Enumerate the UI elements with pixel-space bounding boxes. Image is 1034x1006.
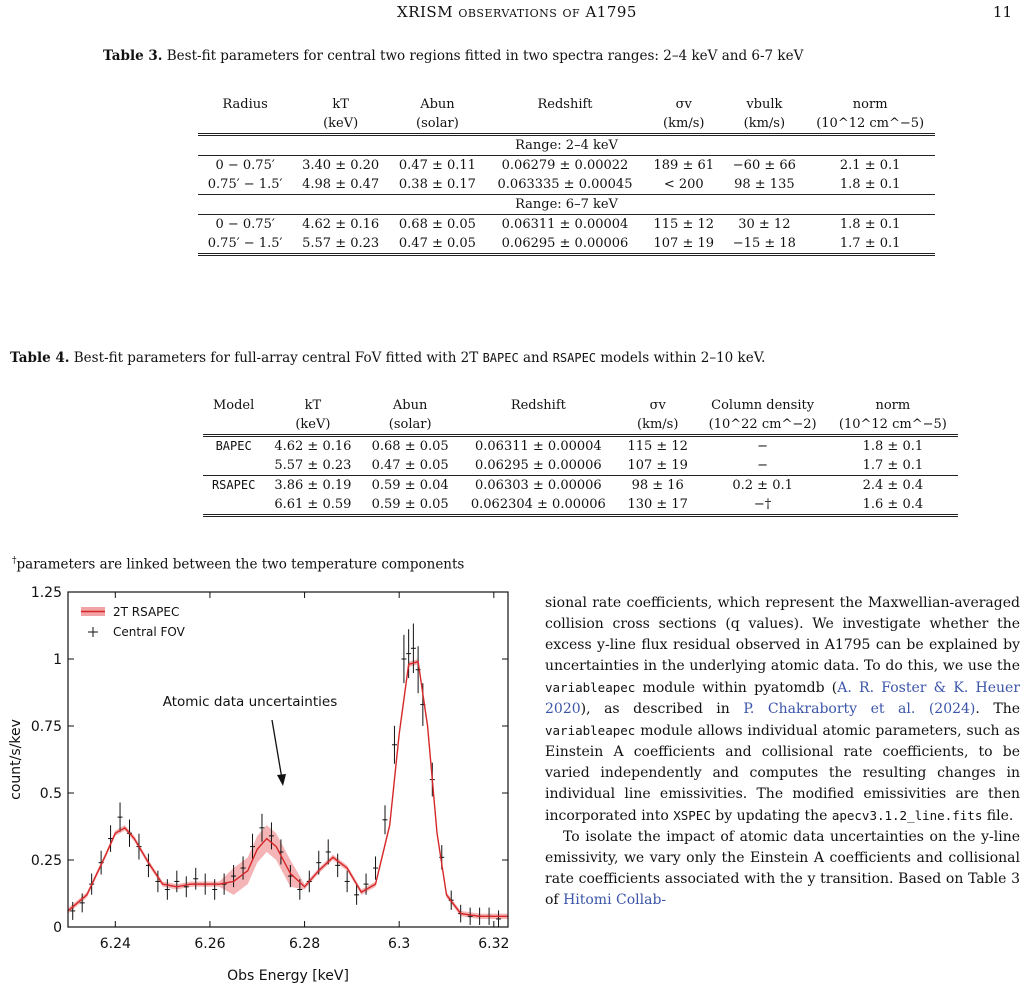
table-cell: 6.61 ± 0.59 (264, 495, 361, 516)
column-unit (459, 415, 618, 436)
column-unit: (solar) (362, 415, 459, 436)
x-axis-label: Obs Energy [keV] (227, 968, 349, 984)
y-tick-label: 0.5 (39, 786, 62, 802)
table-cell: 1.7 ± 0.1 (828, 456, 958, 476)
table-cell: 189 ± 61 (653, 158, 715, 173)
y-axis-label: count/s/kev (8, 719, 24, 800)
table3 (198, 92, 935, 256)
table-cell: 2.4 ± 0.4 (862, 478, 924, 493)
body-paragraph-1 (545, 593, 1020, 827)
citation-link-chakraborty[interactable]: P. Chakraborty et al. (2024) (743, 701, 976, 717)
table-row (198, 156, 935, 176)
table4-caption (10, 350, 765, 366)
table-cell: 0.06311 ± 0.00004 (475, 439, 602, 454)
annotation-arrowhead (277, 774, 286, 786)
table-cell: 30 ± 12 (738, 217, 791, 232)
code-filename: apecv3.1.2_line.fits (831, 808, 983, 823)
table-row (198, 175, 935, 195)
table-cell: 3.40 ± 0.20 (302, 158, 380, 173)
citation-link-foster[interactable]: A. R. Foster & K. Heuer 2020 (545, 680, 1021, 717)
table4-caption-model1: BAPEC (482, 351, 519, 365)
y-tick-label: 0.75 (30, 719, 62, 735)
x-tick-label: 6.28 (288, 936, 321, 952)
column-header: σv (649, 398, 666, 413)
text-run: module within pyatomdb ( (635, 680, 838, 696)
table-cell (203, 456, 264, 476)
table-cell: −† (698, 495, 828, 516)
table-cell: 5.57 ± 0.23 (292, 234, 389, 255)
table-cell: −60 ± 66 (732, 158, 796, 173)
table-cell: −15 ± 18 (723, 234, 805, 255)
table3-caption-label: Table 3. (103, 48, 163, 64)
y-tick-label: 1 (53, 652, 62, 668)
text-run: module allows individual atomic parameters, such as Einstein A coefficients and collisional rate coefficients, to be varied independently and computes the resulting changes in individual line emissivities. The modified emissivities are then incorporated into (545, 723, 1020, 824)
table-cell: 0.59 ± 0.05 (362, 495, 459, 516)
column-header: Redshift (510, 398, 566, 413)
table-cell: 0.59 ± 0.04 (371, 478, 449, 493)
column-header: Model (212, 398, 255, 413)
table-cell: < 200 (663, 177, 704, 192)
table-cell: 0.06295 ± 0.00006 (486, 234, 644, 255)
text-run: file. (982, 808, 1014, 824)
table-cell: 0 − 0.75′ (215, 217, 275, 232)
text-run: sional rate coefficients, which represent the Maxwellian-averaged collision cross sections (q values). We investigate whether the excess y-line flux residual observed in A1795 can be explained by uncertainties in the underlying atomic data. To do this, we use the (545, 595, 1020, 674)
text-run: . The (975, 701, 1021, 717)
column-header: Redshift (537, 97, 593, 112)
table-cell: 1.8 ± 0.1 (839, 217, 901, 232)
column-unit: (km/s) (644, 114, 723, 135)
table4-caption-post: models within 2–10 keV. (600, 350, 766, 366)
table-cell: 0.68 ± 0.05 (398, 217, 476, 232)
table-cell: 2.1 ± 0.1 (839, 158, 901, 173)
x-tick-label: 6.32 (478, 936, 510, 952)
column-header: kT (332, 97, 349, 112)
footnote (12, 556, 464, 573)
annotation-label: Atomic data uncertainties (162, 694, 338, 710)
table-cell: 0.063335 ± 0.00045 (497, 177, 633, 192)
table-row (198, 234, 935, 255)
table-cell: 0.38 ± 0.17 (398, 177, 476, 192)
column-unit (198, 114, 292, 135)
x-tick-label: 6.26 (194, 936, 226, 952)
column-unit: (keV) (264, 415, 361, 436)
body-paragraph-2 (545, 827, 1020, 911)
table-cell: 98 ± 16 (631, 478, 684, 493)
table4-caption-model2: RSAPEC (552, 351, 597, 365)
table-cell: − (757, 439, 769, 454)
table-cell: 0.75′ − 1.5′ (198, 234, 292, 255)
code-variableapec: variableapec (545, 680, 636, 695)
column-header: Column density (711, 398, 815, 413)
column-header: kT (304, 398, 322, 413)
table-cell: 0.06303 ± 0.00006 (475, 478, 602, 493)
table-row (203, 495, 958, 516)
table-row (203, 436, 958, 457)
table3-header-row (198, 92, 935, 114)
table-cell: 1.8 ± 0.1 (862, 439, 924, 454)
column-header: Abun (420, 97, 455, 112)
table3-caption-text: Best-fit parameters for central two regions fitted in two spectra ranges: 2–4 keV and 6-7 keV (166, 48, 804, 64)
table-cell (203, 495, 264, 516)
code-xspec: XSPEC (673, 808, 711, 823)
table-cell: 0.68 ± 0.05 (371, 439, 449, 454)
legend-label: Central FOV (113, 625, 185, 639)
table-cell: BAPEC (215, 439, 252, 453)
column-unit (203, 415, 264, 436)
running-head: XRISM observations of A1795 (397, 3, 637, 21)
table-cell: 107 ± 19 (644, 234, 723, 255)
table-cell: 4.62 ± 0.16 (274, 439, 352, 454)
table-cell: 1.6 ± 0.4 (828, 495, 958, 516)
column-unit: (10^22 cm^−2) (698, 415, 828, 436)
table3-caption (103, 48, 803, 64)
table-row (203, 476, 958, 496)
table-cell: 0.06279 ± 0.00022 (501, 158, 629, 173)
y-tick-label: 1.25 (30, 585, 62, 601)
code-variableapec: variableapec (545, 723, 636, 738)
table-cell: 0.75′ − 1.5′ (207, 177, 283, 192)
column-unit: (10^12 cm^−5) (805, 114, 935, 135)
table-cell: 115 ± 12 (653, 217, 715, 232)
spectrum-figure (0, 585, 520, 1006)
footnote-text: parameters are linked between the two temperature components (16, 556, 465, 573)
table-cell: 130 ± 17 (618, 495, 698, 516)
table-cell: 3.86 ± 0.19 (274, 478, 352, 493)
column-header: σv (675, 97, 692, 112)
column-header: Radius (222, 97, 268, 112)
table4-caption-mid: and (523, 350, 549, 366)
table-cell: 0.47 ± 0.11 (398, 158, 476, 173)
table-cell: 0.062304 ± 0.00006 (459, 495, 618, 516)
text-run: ), as described in (580, 701, 744, 717)
column-header: Abun (392, 398, 428, 413)
table4-header-row (203, 393, 958, 415)
column-unit (486, 114, 644, 135)
column-unit: (km/s) (618, 415, 698, 436)
table3-section-label: Range: 6–7 keV (198, 195, 935, 215)
table-cell: RSAPEC (211, 478, 256, 492)
table3-section-label: Range: 2–4 keV (198, 135, 935, 156)
page-number: 11 (992, 3, 1012, 21)
footnote-mark: † (12, 556, 17, 566)
x-tick-label: 6.24 (99, 936, 131, 952)
y-tick-label: 0.25 (30, 853, 62, 869)
table-cell: − (698, 456, 828, 476)
table4-caption-label: Table 4. (10, 350, 70, 366)
table-cell: 0.47 ± 0.05 (389, 234, 486, 255)
table4-caption-pre: Best-fit parameters for full-array central FoV fitted with 2T (73, 350, 479, 366)
column-header: vbulk (746, 97, 783, 112)
text-run: To isolate the impact of atomic data uncertainties on the y-line emissivity, we vary only the Einstein A coefficients and collisional rate coefficients associated with the y transition. Based on Table 3 of (545, 829, 1020, 908)
table-cell: 5.57 ± 0.23 (264, 456, 361, 476)
column-header: norm (852, 97, 888, 112)
text-run: by updating the (710, 808, 832, 824)
table-cell: 115 ± 12 (627, 439, 688, 454)
annotation-arrow (272, 720, 282, 779)
table-cell: 0 − 0.75′ (215, 158, 275, 173)
table-cell: 4.98 ± 0.47 (302, 177, 380, 192)
table-cell: 1.8 ± 0.1 (839, 177, 901, 192)
column-header: norm (875, 398, 911, 413)
legend-label: 2T RSAPEC (113, 605, 180, 619)
table-cell: 0.06311 ± 0.00004 (501, 217, 629, 232)
table-row (203, 456, 958, 476)
table-cell: 4.62 ± 0.16 (302, 217, 380, 232)
table-cell: 0.2 ± 0.1 (732, 478, 793, 493)
body-text-column (545, 593, 1020, 911)
table-cell: 0.06295 ± 0.00006 (459, 456, 618, 476)
table4-units-row (203, 415, 958, 436)
x-tick-label: 6.3 (388, 936, 411, 952)
table-cell: 0.47 ± 0.05 (362, 456, 459, 476)
column-unit: (solar) (389, 114, 486, 135)
citation-link-hitomi[interactable]: Hitomi Collab- (563, 892, 667, 908)
table-cell: 107 ± 19 (618, 456, 698, 476)
table-row (198, 215, 935, 235)
table-cell: 1.7 ± 0.1 (805, 234, 935, 255)
column-unit: (km/s) (723, 114, 805, 135)
table4 (203, 393, 958, 517)
column-unit: (keV) (292, 114, 389, 135)
y-tick-label: 0 (53, 920, 62, 936)
table-cell: 98 ± 135 (734, 177, 795, 192)
table3-units-row (198, 114, 935, 135)
column-unit: (10^12 cm^−5) (828, 415, 958, 436)
